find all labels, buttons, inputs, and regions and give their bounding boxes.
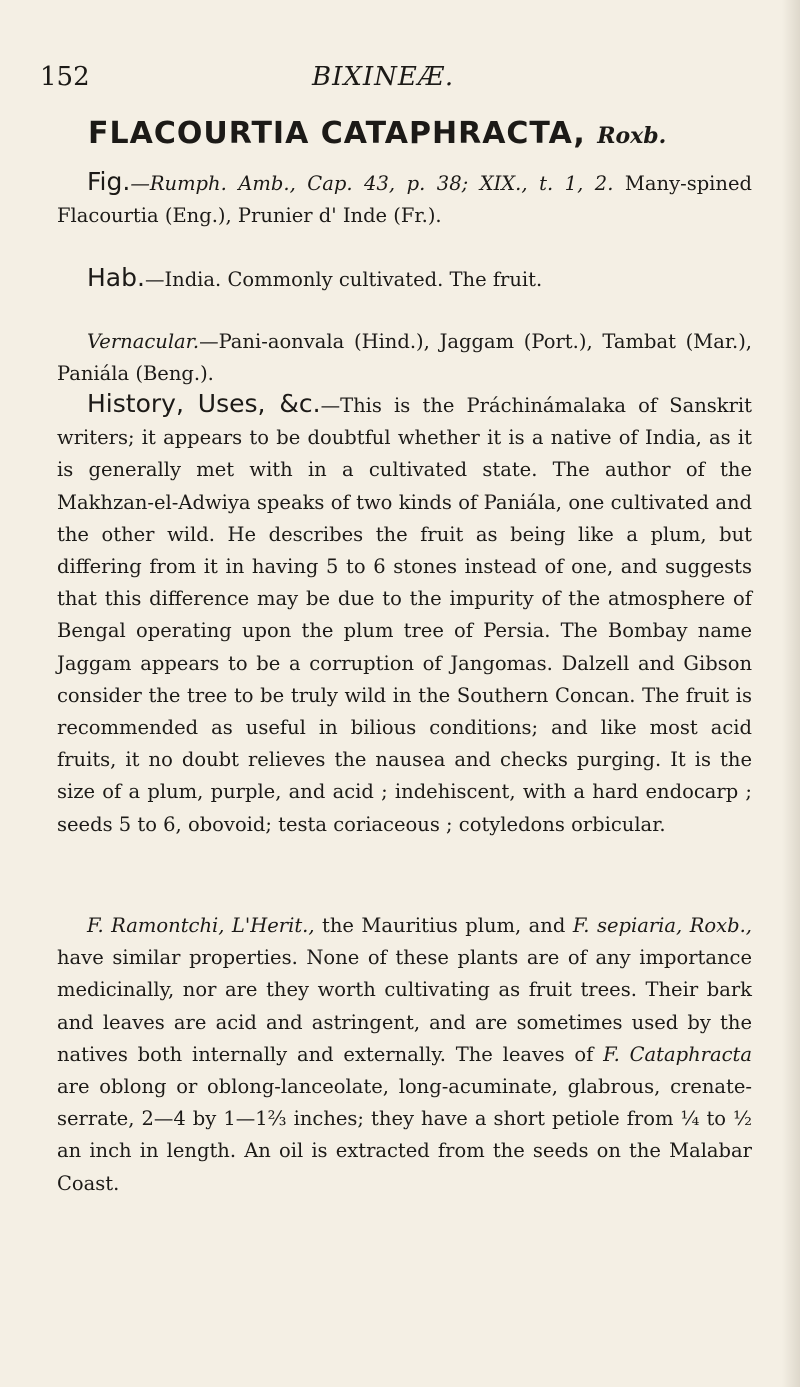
page-header bbox=[40, 62, 740, 102]
species-title bbox=[88, 116, 738, 151]
related-species-text: have similar properties. None of these plants are of any importance medicinally, nor are they worth cultivating as fruit trees. Their bark and leaves are acid and astringent, and are sometimes used by the natives both internally and externally. The leaves of bbox=[57, 946, 752, 1066]
related-species-3: F. Cataphracta bbox=[603, 1042, 752, 1066]
vernacular-lead: Vernacular. bbox=[87, 330, 200, 353]
habitat-lead: Hab. bbox=[87, 263, 145, 292]
figure-paragraph bbox=[57, 166, 752, 232]
habitat-paragraph bbox=[57, 262, 752, 296]
related-species-text-2: are oblong or oblong-lanceolate, long-acuminate, glabrous, crenate-serrate, 2—4 by 1—1⅔ inches; they have a short petiole from ¼ to ½ an inch in length. An oil is extracted from the seeds on the Malabar Coast. bbox=[57, 1075, 752, 1195]
vernacular-paragraph bbox=[57, 326, 752, 390]
species-authority: Roxb. bbox=[597, 123, 667, 149]
related-species-1-authority: L'Herit., bbox=[231, 914, 315, 937]
related-species-1: F. Ramontchi, bbox=[87, 914, 225, 937]
related-species-2: F. sepiaria, Roxb., bbox=[572, 914, 752, 937]
running-head: BIXINEÆ. bbox=[312, 62, 455, 92]
species-name: FLACOURTIA CATAPHRACTA, bbox=[88, 116, 586, 151]
figure-common-names: Many-spined Flacourtia (Eng.), Prunier d' Inde (Fr.). bbox=[57, 172, 752, 228]
figure-reference: —Rumph. Amb., Cap. 43, p. 38; XIX., t. 1, 2. bbox=[130, 172, 614, 195]
related-species-connector: the Mauritius plum, and bbox=[314, 914, 573, 937]
figure-lead: Fig. bbox=[87, 167, 131, 196]
history-lead: History, Uses, &c. bbox=[87, 389, 321, 418]
history-text: —This is the Práchinámalaka of Sanskrit writers; it appears to be doubtful whether it is a native of India, as it is generally met with in a cultivated state. The author of the Makhzan-el-Adwiya speaks of two kinds of Paniála, one cultivated and the other wild. He describes the fruit as being like a plum, but differing from it in having 5 to 6 stones instead of one, and suggests that this difference may be due to the impurity of the atmosphere of Bengal operating upon the plum tree of Persia. The Bombay name Jaggam appears to be a corruption of Jangomas. Dalzell and Gibson consider the tree to be truly wild in the Southern Concan. The fruit is recommended as useful in bilious conditions; and like most acid fruits, it no doubt relieves the nausea and checks purging. It is the size of a plum, purple, and acid ; indehiscent, with a hard endocarp ; seeds 5 to 6, obovoid; testa coriaceous ; cotyledons orbicular. bbox=[57, 394, 752, 836]
history-paragraph bbox=[57, 388, 752, 841]
habitat-text: —India. Commonly cultivated. The fruit. bbox=[144, 268, 543, 291]
related-species-paragraph bbox=[57, 910, 752, 1200]
page-edge-shadow bbox=[782, 0, 800, 1387]
page-number: 152 bbox=[40, 62, 90, 92]
vernacular-text: —Pani-aonvala (Hind.), Jaggam (Port.), Tambat (Mar.), Paniála (Beng.). bbox=[57, 330, 752, 386]
